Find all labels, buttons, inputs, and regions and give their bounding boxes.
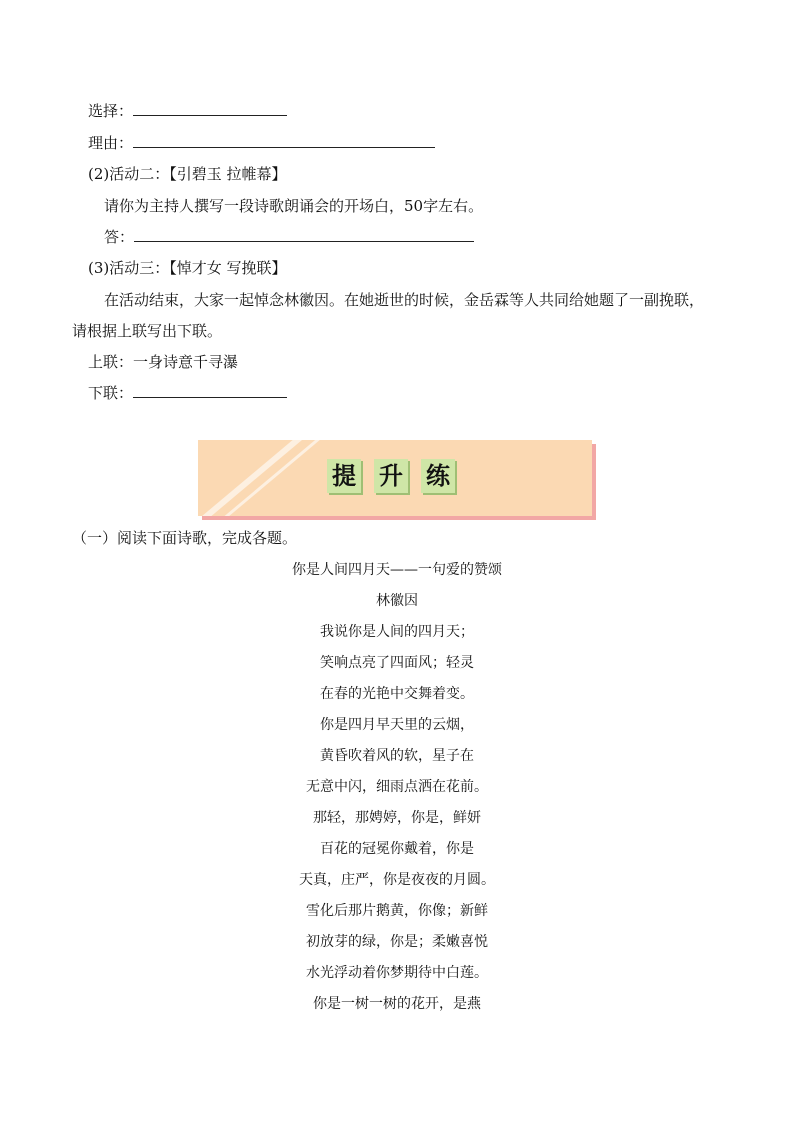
activity-two-instruction: 请你为主持人撰写一段诗歌朗诵会的开场白，50字左右。: [104, 197, 484, 215]
poem-line: 初放芽的绿，你是；柔嫩喜悦: [306, 934, 488, 950]
poem-line: 无意中闪，细雨点洒在花前。: [306, 779, 488, 795]
poem-line: 在春的光艳中交舞着变。: [320, 686, 474, 702]
poem-line: 那轻，那娉婷，你是，鲜妍: [313, 810, 481, 826]
lower-couplet-label: 下联：: [88, 384, 134, 402]
upper-couplet: 上联：一身诗意千寻瀑: [88, 353, 239, 371]
activity-two-answer-row: [104, 227, 474, 247]
poem-author: 林徽因: [376, 593, 418, 609]
choice-label: 选择：: [88, 102, 134, 120]
answer-label: 答：: [104, 228, 135, 246]
section-banner: [198, 440, 592, 516]
poem-line: 我说你是人间的四月天；: [320, 624, 474, 640]
poem-line: 百花的冠冕你戴着，你是: [320, 841, 474, 857]
choice-answer-blank[interactable]: [133, 101, 287, 116]
poem-line: 黄昏吹着风的软，星子在: [320, 748, 474, 764]
poem-line: 笑响点亮了四面风；轻灵: [320, 655, 474, 671]
poem-line: 天真，庄严，你是夜夜的月圆。: [299, 872, 495, 888]
activity-three-heading: (3)活动三：【悼才女 写挽联】: [88, 259, 287, 277]
banner-char-1: 提: [327, 459, 361, 493]
poem-title: 你是人间四月天——一句爱的赞颂: [292, 562, 502, 578]
banner-shine: [213, 440, 322, 516]
banner-char-2: 升: [374, 459, 408, 493]
lower-couplet-row: [88, 383, 287, 403]
activity-two-heading: (2)活动二：【引碧玉 拉帷幕】: [88, 165, 287, 183]
poem-line: 你是一树一树的花开，是燕: [313, 996, 481, 1012]
choice-row: [88, 101, 287, 121]
poem-line: 雪化后那片鹅黄，你像；新鲜: [306, 903, 488, 919]
reason-answer-blank[interactable]: [133, 133, 435, 148]
reason-row: [88, 133, 435, 153]
reason-label: 理由：: [88, 134, 134, 152]
lower-couplet-blank[interactable]: [133, 383, 287, 398]
activity-three-paragraph-line1: 在活动结束，大家一起悼念林徽因。在她逝世的时候，金岳霖等人共同给她题了一副挽联，: [104, 291, 705, 309]
banner-char-3: 练: [421, 459, 455, 493]
poem-line: 水光浮动着你梦期待中白莲。: [306, 965, 488, 981]
activity-two-answer-blank[interactable]: [134, 227, 474, 242]
poem-line: 你是四月早天里的云烟，: [320, 717, 474, 733]
activity-three-paragraph-line2: 请根据上联写出下联。: [72, 322, 223, 340]
section-intro: （一）阅读下面诗歌，完成各题。: [72, 529, 298, 547]
